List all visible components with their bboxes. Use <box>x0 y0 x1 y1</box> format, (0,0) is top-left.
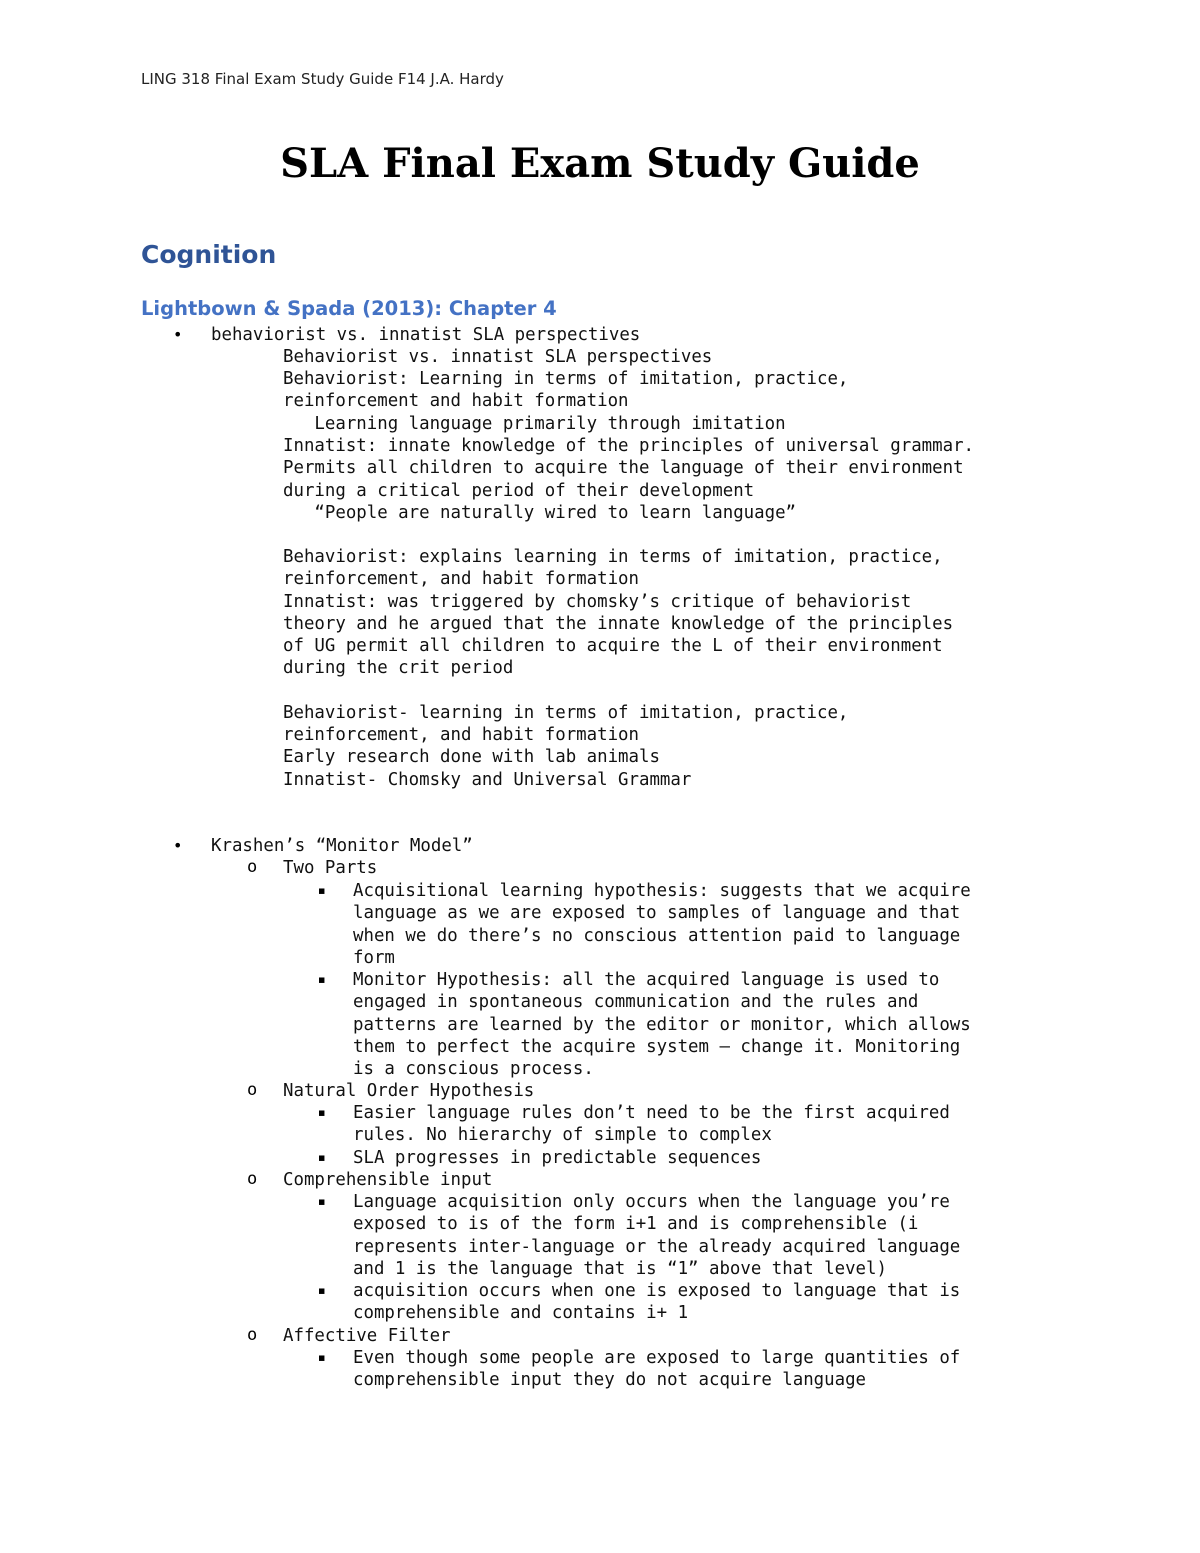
document-title: SLA Final Exam Study Guide <box>280 140 920 187</box>
bullet-marker: • <box>173 325 183 344</box>
note-line: Early research done with lab animals <box>283 747 660 767</box>
note-line: theory and he argued that the innate knowledge of the principles <box>283 614 954 634</box>
acquisitional-learning-hypothesis: Acquisitional learning hypothesis: suggests that we acquire language as we are exposed to samples of language and that when we do there’s no conscious attention paid to language form <box>353 881 971 968</box>
note-line: during a critical period of their development <box>283 481 755 501</box>
section-heading-cognition: Cognition <box>141 240 277 269</box>
note-line: Innatist: innate knowledge of the principles of universal grammar. <box>283 436 975 456</box>
note-line: Behaviorist- learning in terms of imitation, practice, <box>283 703 849 723</box>
circle-marker: o <box>247 857 258 877</box>
circle-marker: o <box>247 1169 258 1189</box>
note-line: reinforcement and habit formation <box>283 391 629 411</box>
note-line: of UG permit all children to acquire the L of their environment <box>283 636 943 656</box>
note-line: reinforcement, and habit formation <box>283 725 639 745</box>
subitem-comprehensible-input: Comprehensible input <box>283 1170 493 1190</box>
note-line: “People are naturally wired to learn language” <box>283 503 797 523</box>
comprehensible-input-point: Language acquisition only occurs when the language you’re exposed to is of the form i+1 and is comprehensible (i represents inter-language or the already acquired language and 1 is the language that is “1” above that level) <box>353 1192 961 1279</box>
note-line: Behaviorist vs. innatist SLA perspectives <box>283 347 713 367</box>
page-header: LING 318 Final Exam Study Guide F14 J.A. Hardy <box>141 70 504 88</box>
note-line: Learning language primarily through imitation <box>283 414 786 434</box>
note-line: during the crit period <box>283 658 514 678</box>
square-marker: ▪ <box>318 1106 326 1119</box>
note-line: reinforcement, and habit formation <box>283 569 639 589</box>
note-line: Behaviorist: explains learning in terms of imitation, practice, <box>283 547 943 567</box>
bullet-behaviorist-innatist: behaviorist vs. innatist SLA perspectives <box>211 325 641 345</box>
note-line: Innatist: was triggered by chomsky’s critique of behaviorist <box>283 592 912 612</box>
note-line: Permits all children to acquire the language of their environment <box>283 458 964 478</box>
square-marker: ▪ <box>318 1351 326 1364</box>
bullet-marker: • <box>173 836 183 855</box>
comprehensible-input-point: acquisition occurs when one is exposed to language that is comprehensible and contains i+ 1 <box>353 1281 961 1324</box>
subitem-affective-filter: Affective Filter <box>283 1326 451 1346</box>
square-marker: ▪ <box>318 884 326 897</box>
square-marker: ▪ <box>318 973 326 986</box>
square-marker: ▪ <box>318 1195 326 1208</box>
natural-order-point: SLA progresses in predictable sequences <box>353 1148 762 1168</box>
monitor-hypothesis: Monitor Hypothesis: all the acquired language is used to engaged in spontaneous communication and the rules and patterns are learned by the editor or monitor, which allows them to perfect the acquire system – change it. Monitoring is a conscious process. <box>353 970 971 1080</box>
affective-filter-point: Even though some people are exposed to large quantities of comprehensible input they do not acquire language <box>353 1348 961 1391</box>
circle-marker: o <box>247 1325 258 1345</box>
note-line: Behaviorist: Learning in terms of imitation, practice, <box>283 369 849 389</box>
subitem-natural-order: Natural Order Hypothesis <box>283 1081 535 1101</box>
natural-order-point: Easier language rules don’t need to be the first acquired rules. No hierarchy of simple to complex <box>353 1103 950 1146</box>
subitem-two-parts: Two Parts <box>283 858 378 878</box>
subsection-heading-chapter-4: Lightbown & Spada (2013): Chapter 4 <box>141 297 557 320</box>
note-line: Innatist- Chomsky and Universal Grammar <box>283 770 692 790</box>
bullet-monitor-model: Krashen’s “Monitor Model” <box>211 836 473 856</box>
square-marker: ▪ <box>318 1284 326 1297</box>
square-marker: ▪ <box>318 1151 326 1164</box>
circle-marker: o <box>247 1080 258 1100</box>
